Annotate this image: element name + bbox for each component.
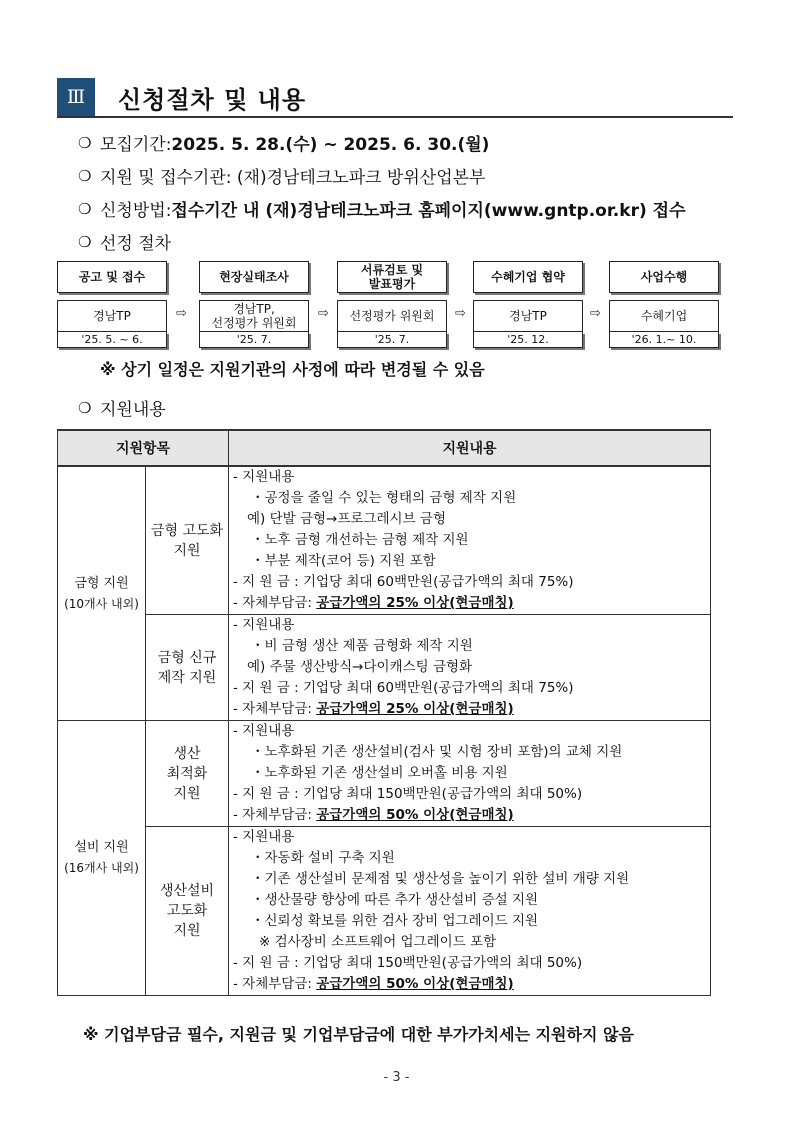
- step-owner: 경남TP, 선정평가 위원회: [199, 300, 309, 332]
- header-support-content: 지원내용: [229, 430, 711, 466]
- header-support-item: 지원항목: [58, 430, 229, 466]
- detail-line: [229, 974, 710, 995]
- procedure-label: 선정 절차: [100, 234, 172, 254]
- self-pay-label: - 자체부담금:: [233, 701, 317, 717]
- schedule-change-notice: ※ 상기 일정은 지원기관의 사정에 따라 변경될 수 있음: [100, 360, 485, 379]
- method-value: 접수기간 내 (재)경남테크노파크 홈페이지(www.gntp.or.kr) 접수: [171, 201, 686, 221]
- method-label: 신청방법:: [100, 201, 172, 221]
- step-owner: 경남TP: [473, 300, 583, 332]
- section-divider: [57, 116, 733, 118]
- detail-equipment-advance: [229, 827, 711, 996]
- period-value: 2025. 5. 28.(수) ~ 2025. 6. 30.(월): [171, 135, 490, 155]
- table-header-row: [58, 430, 711, 466]
- table-row: [58, 466, 711, 615]
- step-date: '25. 7.: [199, 332, 309, 348]
- detail-line: - 지 원 금 : 기업당 최대 150백만원(공급가액의 최대 50%): [233, 955, 583, 971]
- self-pay-label: - 자체부담금:: [233, 976, 317, 992]
- bullet-agency: [78, 163, 485, 188]
- detail-line: ・노후화된 기존 생산설비 오버홀 비용 지원: [251, 765, 508, 781]
- detail-line: [229, 699, 710, 720]
- arrow-right-icon: ⇨: [176, 306, 187, 321]
- circle-bullet-icon: ❍: [78, 133, 92, 152]
- step-date: '26. 1.~ 10.: [609, 332, 719, 348]
- detail-line: 예) 단발 금형→프로그레시브 금형: [247, 511, 446, 527]
- detail-line: ・생산물량 향상에 따른 추가 생산설비 증설 지원: [251, 892, 539, 908]
- step-title: 현장실태조사: [199, 261, 309, 293]
- vat-notice: ※ 기업부담금 필수, 지원금 및 기업부담금에 대한 부가가치세는 지원하지 않음: [83, 1025, 634, 1044]
- detail-line: - 지원내용: [233, 723, 295, 739]
- process-step-2: [199, 261, 309, 348]
- support-content-label: 지원내용: [100, 400, 166, 420]
- self-pay-value: 공급가액의 25% 이상(현금매칭): [316, 701, 514, 717]
- subcategory-production-optimization: 생산 최적화 지원: [146, 721, 229, 827]
- detail-line: ※ 검사장비 소프트웨어 업그레이드 포함: [259, 934, 497, 950]
- self-pay-value: 공급가액의 50% 이상(현금매칭): [316, 976, 514, 992]
- self-pay-label: - 자체부담금:: [233, 807, 317, 823]
- subcategory-mold-advance: 금형 고도화 지원: [146, 466, 229, 615]
- step-date: '25. 7.: [337, 332, 447, 348]
- detail-line: - 지원내용: [233, 617, 295, 633]
- detail-production-optimization: [229, 721, 711, 827]
- subcategory-mold-new: 금형 신규 제작 지원: [146, 615, 229, 721]
- step-title: 사업수행: [609, 261, 719, 293]
- detail-line: - 지원내용: [233, 469, 295, 485]
- page-number: - 3 -: [383, 1070, 410, 1085]
- detail-line: ・노후화된 기존 생산설비(검사 및 시험 장비 포함)의 교체 지원: [251, 744, 623, 760]
- detail-line: ・비 금형 생산 제품 금형화 제작 지원: [251, 638, 473, 654]
- arrow-right-icon: ⇨: [318, 306, 329, 321]
- step-title: 수혜기업 협약: [473, 261, 583, 293]
- step-date: '25. 5. ~ 6.: [57, 332, 167, 348]
- step-title: 서류검토 및 발표평가: [337, 261, 447, 293]
- detail-line: ・노후 금형 개선하는 금형 제작 지원: [251, 532, 469, 548]
- bullet-recruit-period: [78, 130, 489, 155]
- bullet-method: [78, 196, 686, 221]
- detail-line: [229, 805, 710, 826]
- detail-line: [229, 593, 710, 614]
- support-table: [57, 429, 711, 996]
- step-owner: 경남TP: [57, 300, 167, 332]
- detail-line: ・기존 생산설비 문제점 및 생산성을 높이기 위한 설비 개량 지원: [251, 871, 630, 887]
- section-number-badge: Ⅲ: [57, 78, 95, 116]
- self-pay-value: 공급가액의 25% 이상(현금매칭): [316, 595, 514, 611]
- step-date: '25. 12.: [473, 332, 583, 348]
- category-count: (10개사 내외): [64, 596, 139, 611]
- detail-line: - 지원내용: [233, 829, 295, 845]
- detail-line: - 지 원 금 : 기업당 최대 60백만원(공급가액의 최대 75%): [233, 574, 574, 590]
- step-title: 공고 및 접수: [57, 261, 167, 293]
- detail-mold-new: [229, 615, 711, 721]
- bullet-procedure: [78, 229, 171, 254]
- detail-line: - 지 원 금 : 기업당 최대 60백만원(공급가액의 최대 75%): [233, 680, 574, 696]
- detail-line: ・부분 제작(코어 등) 지원 포함: [251, 553, 436, 569]
- process-step-4: [473, 261, 583, 348]
- arrow-right-icon: ⇨: [590, 306, 601, 321]
- circle-bullet-icon: ❍: [78, 199, 92, 218]
- section-title: 신청절차 및 내용: [118, 86, 306, 114]
- period-label: 모집기간:: [100, 135, 172, 155]
- circle-bullet-icon: ❍: [78, 232, 92, 251]
- detail-line: - 지 원 금 : 기업당 최대 150백만원(공급가액의 최대 50%): [233, 786, 583, 802]
- detail-mold-advance: [229, 466, 711, 615]
- agency-text: 지원 및 접수기관: (재)경남테크노파크 방위산업본부: [100, 168, 486, 188]
- self-pay-value: 공급가액의 50% 이상(현금매칭): [316, 807, 514, 823]
- step-owner: 선정평가 위원회: [337, 300, 447, 332]
- arrow-right-icon: ⇨: [455, 306, 466, 321]
- table-row: [58, 827, 711, 996]
- category-equipment: [58, 721, 146, 996]
- detail-line: 예) 주물 생산방식→다이캐스팅 금형화: [247, 659, 473, 675]
- table-row: [58, 721, 711, 827]
- category-count: (16개사 내외): [64, 861, 139, 875]
- category-name: 금형 지원: [74, 575, 129, 591]
- subcategory-equipment-advance: 생산설비 고도화 지원: [146, 827, 229, 996]
- detail-line: ・공정을 줄일 수 있는 형태의 금형 제작 지원: [251, 490, 517, 506]
- circle-bullet-icon: ❍: [78, 166, 92, 185]
- step-owner: 수혜기업: [609, 300, 719, 332]
- self-pay-label: - 자체부담금:: [233, 595, 317, 611]
- circle-bullet-icon: ❍: [78, 398, 92, 417]
- detail-line: ・자동화 설비 구축 지원: [251, 850, 395, 866]
- bullet-support-content: [78, 395, 166, 420]
- category-name: 설비 지원: [74, 840, 129, 855]
- process-step-1: [57, 261, 167, 348]
- process-step-5: [609, 261, 719, 348]
- detail-line: ・신뢰성 확보를 위한 검사 장비 업그레이드 지원: [251, 913, 539, 929]
- process-step-3: [337, 261, 447, 348]
- category-mold: [58, 466, 146, 721]
- table-row: [58, 615, 711, 721]
